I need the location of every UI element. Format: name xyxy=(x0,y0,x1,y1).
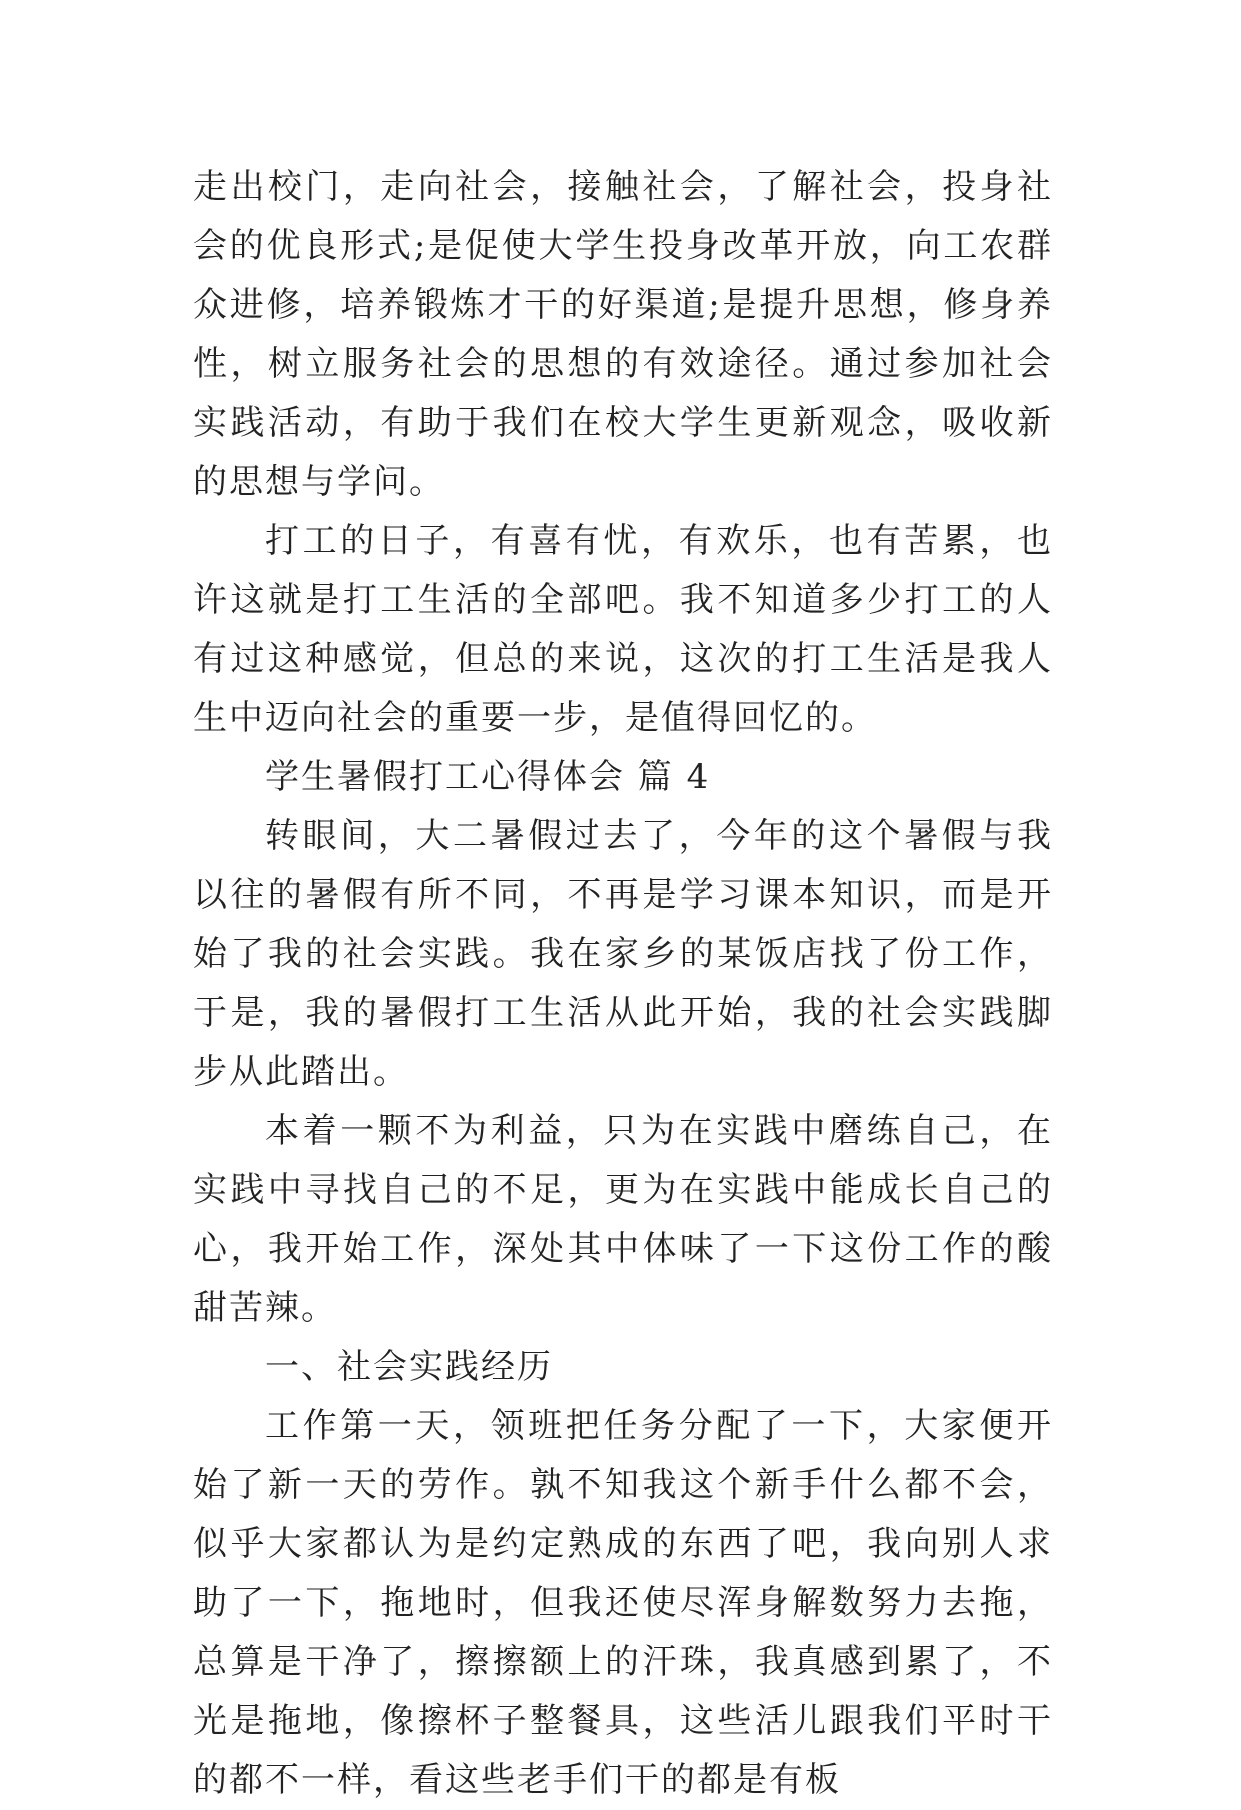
paragraph-summer-intro: 转眼间，大二暑假过去了，今年的这个暑假与我以往的暑假有所不同，不再是学习课本知识，而是开始了我的社会实践。我在家乡的某饭店找了份工作，于是，我的暑假打工生活从此开始，我的社会实践脚步从此踏出。 xyxy=(193,816,1053,1092)
section-title: 学生暑假打工心得体会 篇 4 xyxy=(265,757,711,797)
document-body xyxy=(193,158,1053,1810)
paragraph-motivation: 本着一颗不为利益，只为在实践中磨练自己，在实践中寻找自己的不足，更为在实践中能成长自己的心，我开始工作，深处其中体味了一下这份工作的酸甜苦辣。 xyxy=(193,1111,1053,1328)
paragraph-continuation: 走出校门，走向社会，接触社会，了解社会，投身社会的优良形式;是促使大学生投身改革开放，向工农群众进修，培养锻炼才干的好渠道;是提升思想，修身养性，树立服务社会的思想的有效途径。通过参加社会实践活动，有助于我们在校大学生更新观念，吸收新的思想与学问。 xyxy=(193,167,1053,502)
subsection-heading: 一、社会实践经历 xyxy=(265,1347,553,1387)
paragraph-work-days: 打工的日子，有喜有忧，有欢乐，也有苦累，也许这就是打工生活的全部吧。我不知道多少打工的人有过这种感觉，但总的来说，这次的打工生活是我人生中迈向社会的重要一步，是值得回忆的。 xyxy=(193,521,1053,738)
paragraph-first-day: 工作第一天，领班把任务分配了一下，大家便开始了新一天的劳作。孰不知我这个新手什么都不会，似乎大家都认为是约定熟成的东西了吧，我向别人求助了一下，拖地时，但我还使尽浑身解数努力去拖，总算是干净了，擦擦额上的汗珠，我真感到累了，不光是拖地，像擦杯子整餐具，这些活儿跟我们平时干的都不一样，看这些老手们干的都是有板 xyxy=(193,1406,1053,1800)
